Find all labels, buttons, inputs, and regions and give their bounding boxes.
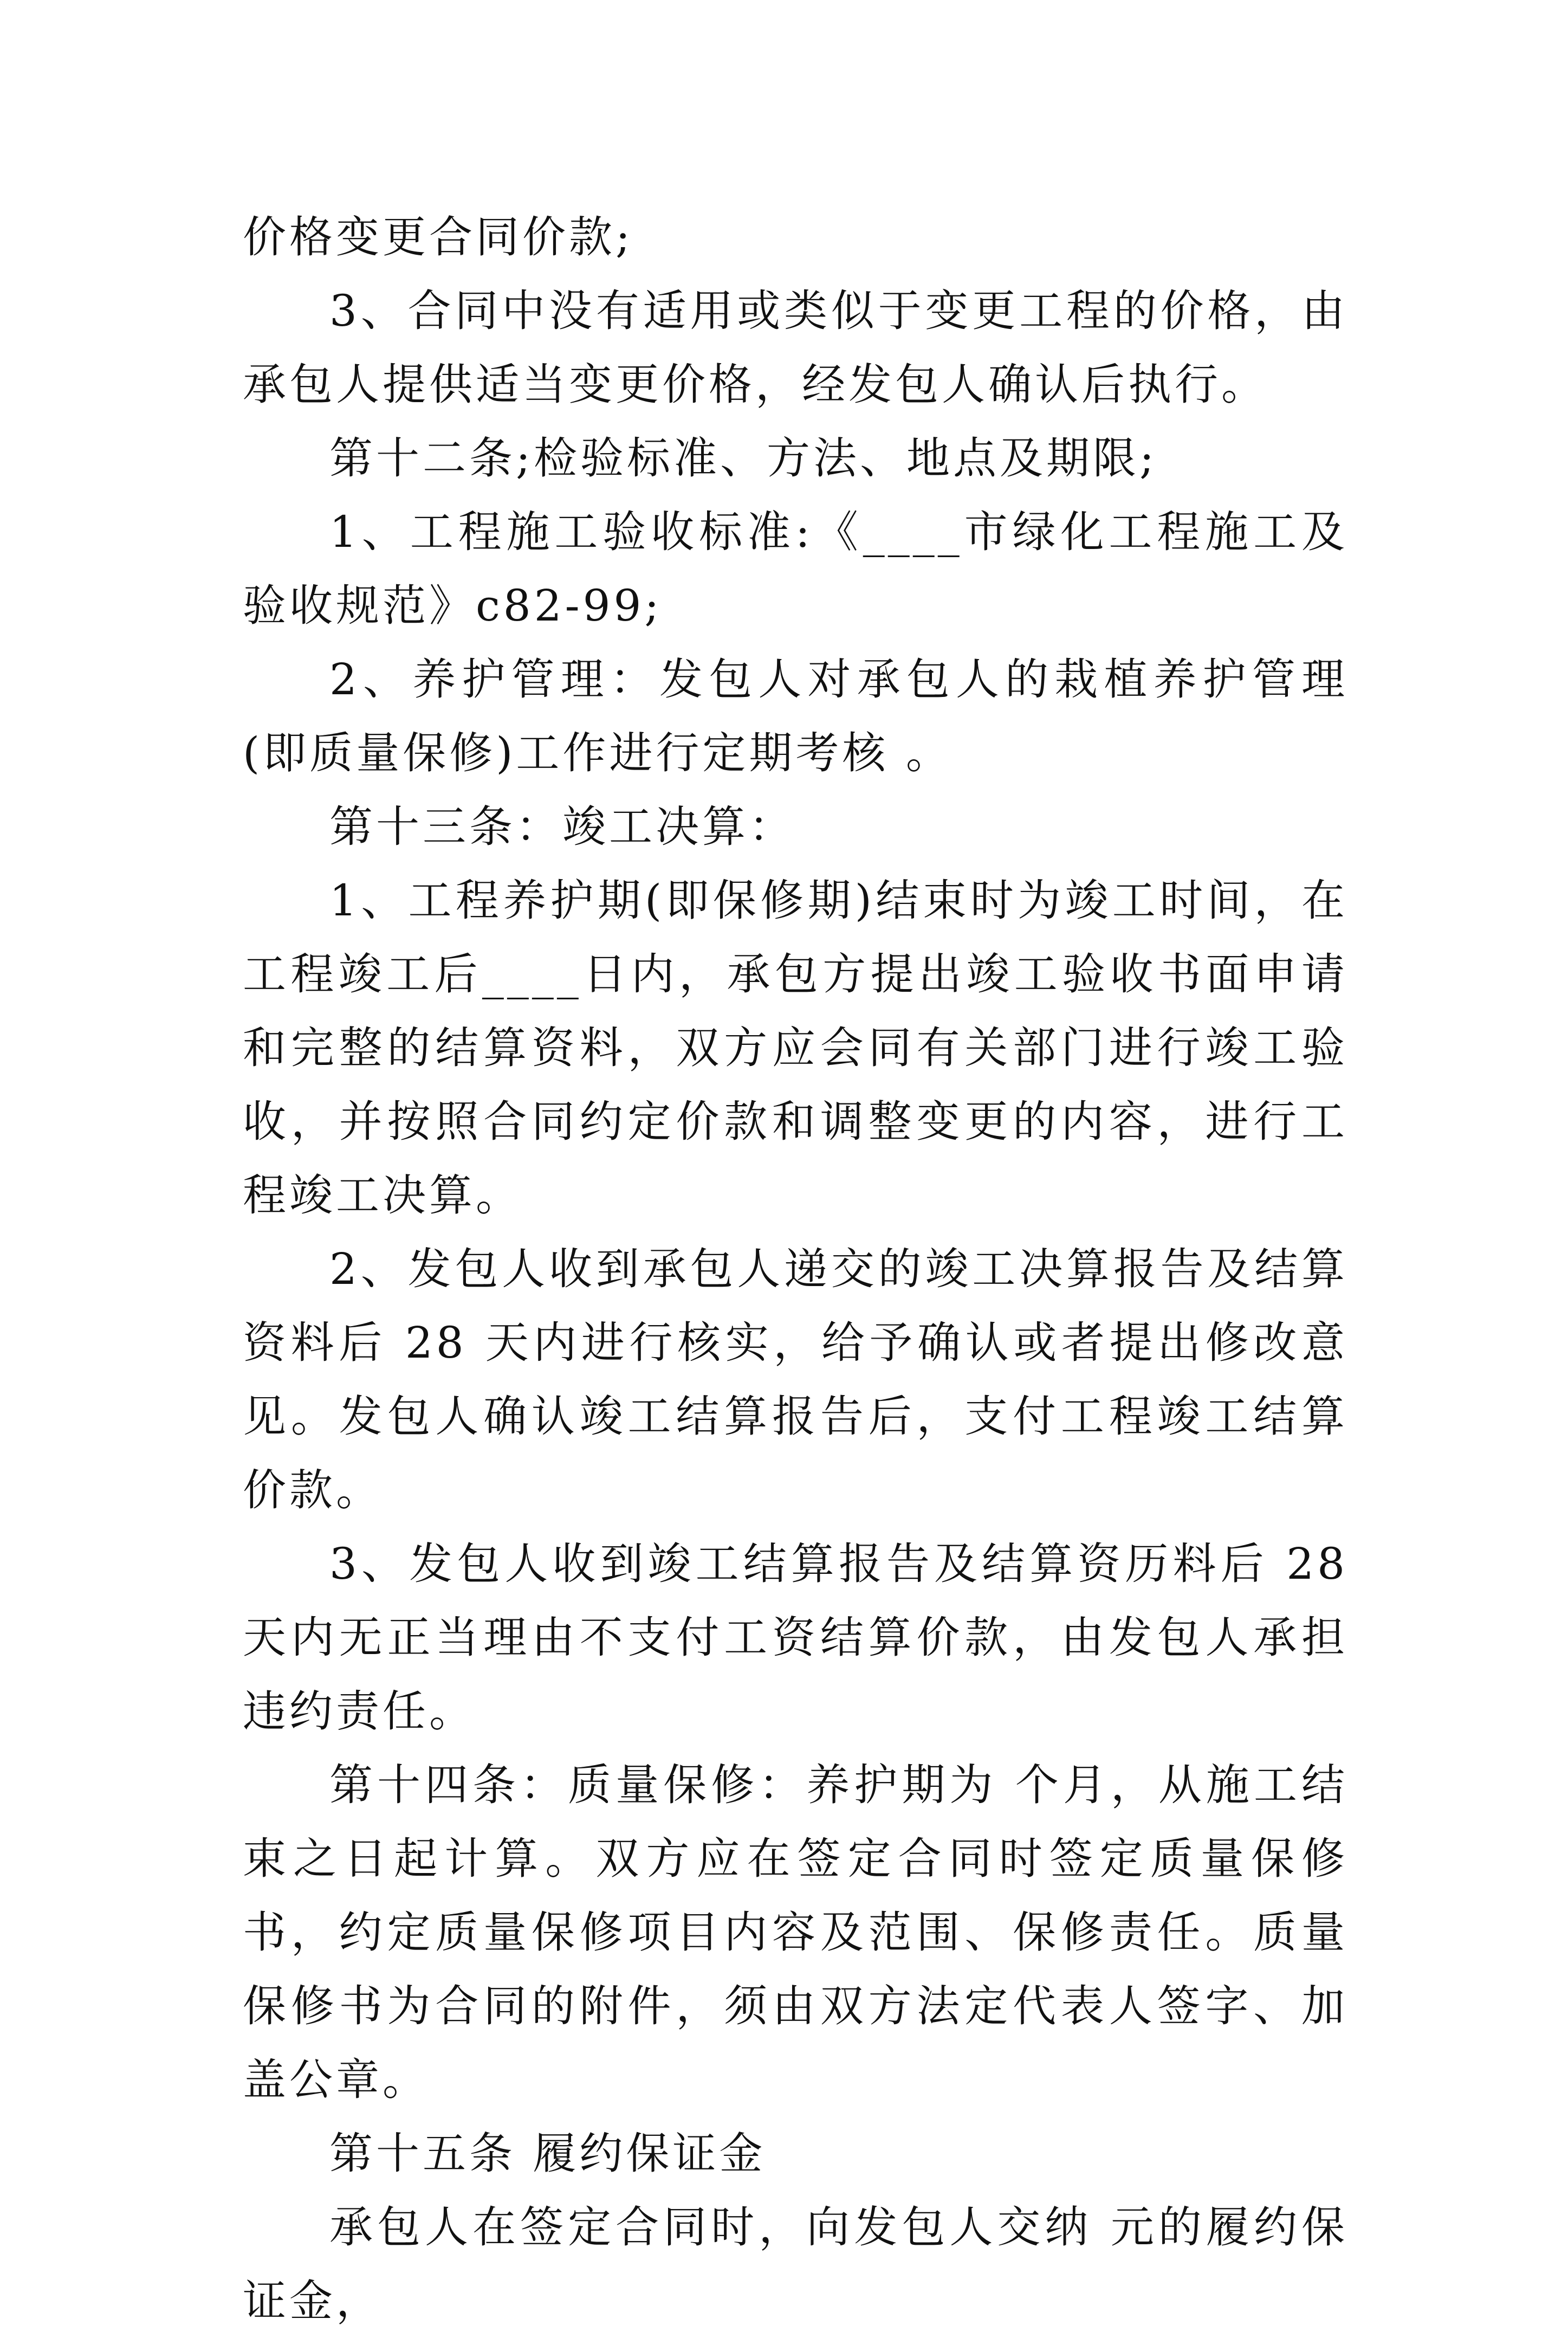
paragraph: 价格变更合同价款;: [243, 212, 633, 262]
paragraph: 2、养护管理：发包人对承包人的栽植养护管理(即质量保修)工作进行定期考核 。: [243, 654, 1348, 778]
section-heading: 第十三条：竣工决算：: [329, 802, 795, 852]
paragraph: 2、发包人收到承包人递交的竣工决算报告及结算资料后 28 天内进行核实，给予确认或者提出修改意见。发包人确认竣工结算报告后，支付工程竣工结算价款。: [243, 1244, 1348, 1515]
section-heading: 第十二条;检验标准、方法、地点及期限;: [329, 433, 1157, 483]
section-heading: 第十四条：质量保修：养护期为 个月，从施工结束之日起计算。双方应在签定合同时签定质量保修书，约定质量保修项目内容及范围、保修责任。质量保修书为合同的附件，须由双方法定代表人签字、加盖公章。: [243, 1760, 1348, 2105]
paragraph: 1、工程施工验收标准:《____市绿化工程施工及验收规范》c82-99;: [243, 507, 1348, 631]
paragraph: 承包人在签定合同时，向发包人交纳 元的履约保证金，: [243, 2202, 1348, 2326]
paragraph: 3、合同中没有适用或类似于变更工程的价格，由承包人提供适当变更价格，经发包人确认后执行。: [243, 286, 1348, 410]
section-heading: 第十五条 履约保证金: [329, 2128, 766, 2179]
paragraph: 1、工程养护期(即保修期)结束时为竣工时间，在工程竣工后____日内，承包方提出竣工验收书面申请和完整的结算资料，双方应会同有关部门进行竣工验收，并按照合同约定价款和调整变更的内容，进行工程竣工决算。: [243, 875, 1348, 1220]
document-body: [243, 201, 1365, 2338]
paragraph: 3、发包人收到竣工结算报告及结算资历料后 28 天内无正当理由不支付工资结算价款，由发包人承担违约责任。: [243, 1539, 1365, 1736]
